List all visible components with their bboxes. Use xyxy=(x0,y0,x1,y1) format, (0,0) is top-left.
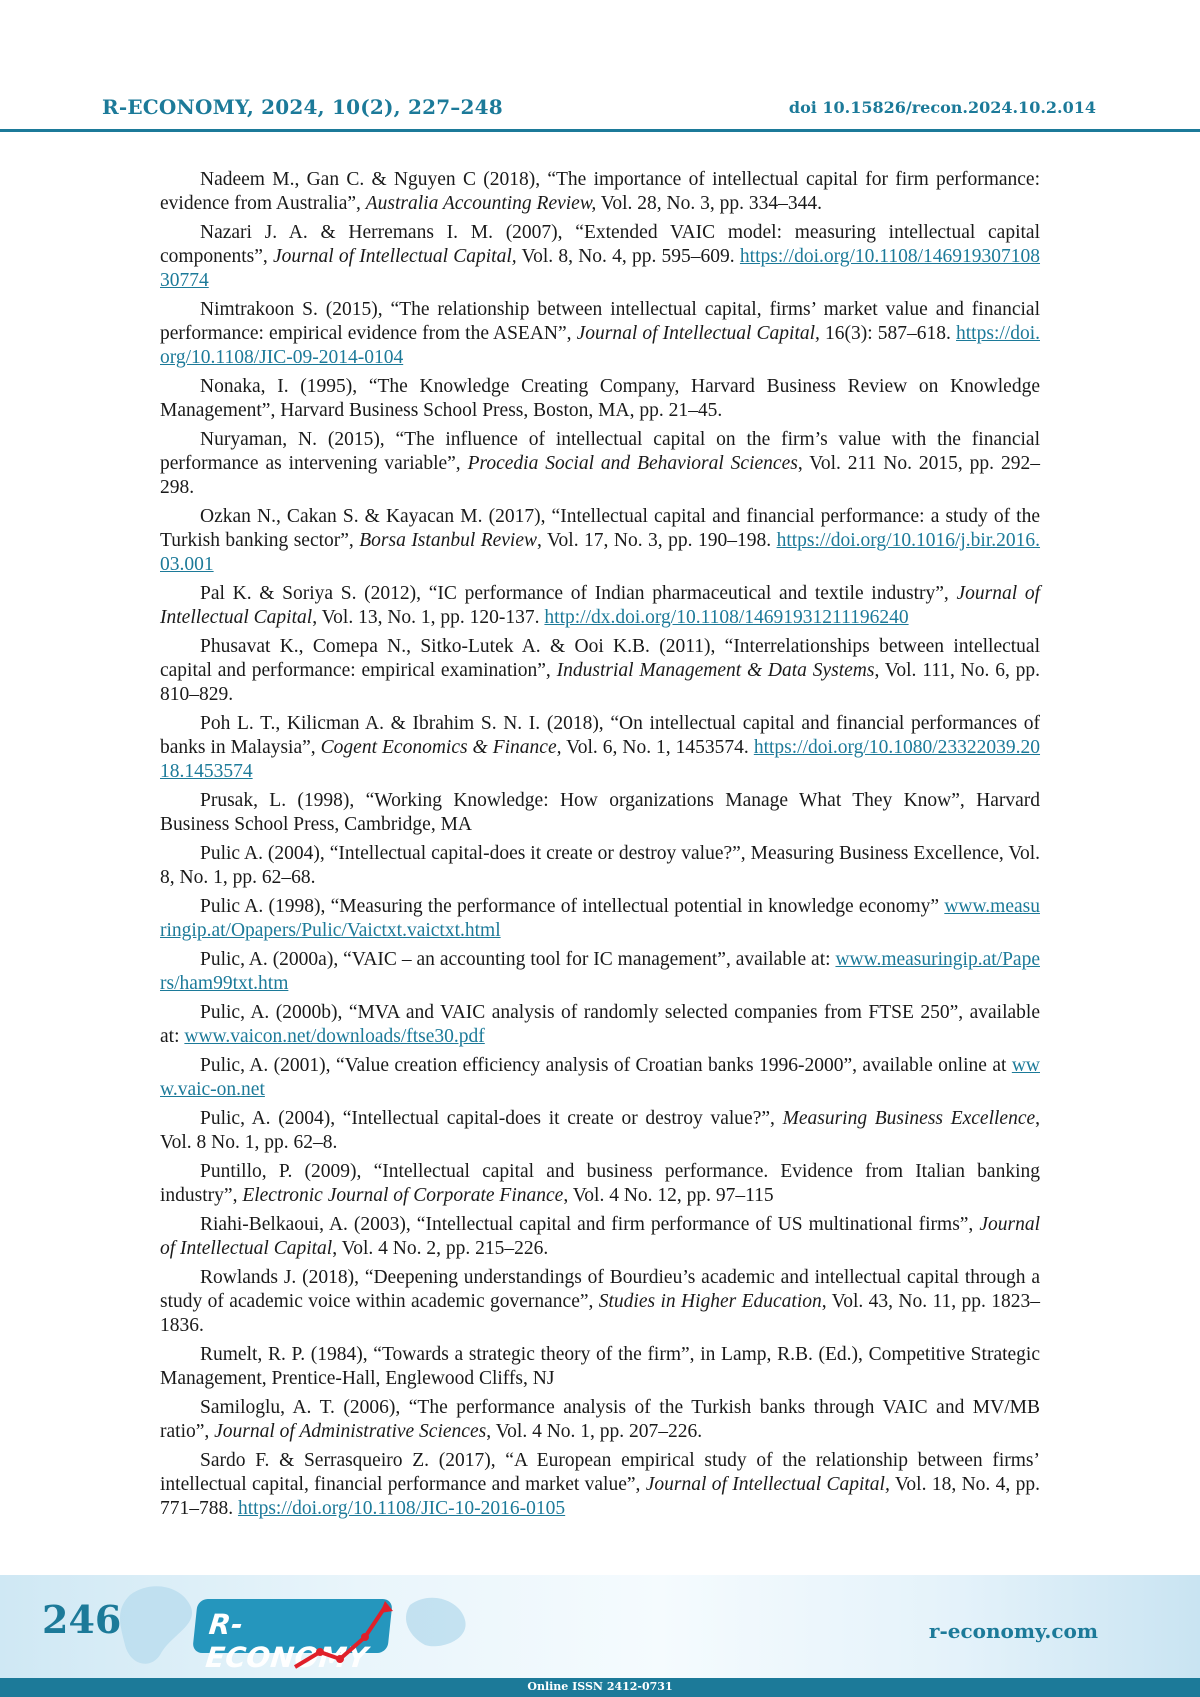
reference-journal: Measuring Business Excellence xyxy=(783,1108,1036,1129)
reference-item xyxy=(160,1160,1040,1208)
journal-citation: R-ECONOMY, 2024, 10(2), 227–248 xyxy=(102,95,503,119)
reference-text: Rumelt, R. P. (1984), “Towards a strategic theory of the firm”, in Lamp, R.B. (Ed.), Competitive Strategic Management, Prentice-Hall, Englewood Cliffs, NJ xyxy=(160,1344,1040,1389)
reference-details: , Vol. 4 No. 2, pp. 215–226. xyxy=(332,1238,548,1259)
page-footer xyxy=(0,1575,1200,1697)
reference-text: Pulic A. (2004), “Intellectual capital-does it create or destroy value?”, Measuring Business Excellence, Vol. 8, No. 1, pp. 62–68. xyxy=(160,843,1040,888)
reference-item xyxy=(160,712,1040,784)
reference-link[interactable]: http://dx.doi.org/10.1108/14691931211196240 xyxy=(544,607,908,628)
reference-details: , Vol. 111, No. 6, pp. 810–829. xyxy=(160,660,1040,705)
reference-journal: Journal of Administrative Sciences xyxy=(214,1421,486,1442)
reference-link[interactable]: www.measuringip.at/Papers/ham99txt.htm xyxy=(160,949,1040,994)
reference-item xyxy=(160,1396,1040,1444)
reference-journal: Studies in Higher Education xyxy=(599,1291,822,1312)
reference-item xyxy=(160,168,1040,216)
reference-details: , Vol. 43, No. 11, pp. 1823–1836. xyxy=(160,1291,1040,1336)
reference-item xyxy=(160,635,1040,707)
reference-text: Pal K. & Soriya S. (2012), “IC performance of Indian pharmaceutical and textile industry”, xyxy=(200,583,956,604)
reference-text: Rowlands J. (2018), “Deepening understandings of Bourdieu’s academic and intellectual capital through a study of academic voice within academic governance”, xyxy=(160,1267,1040,1312)
reference-journal: Borsa Istanbul Review xyxy=(359,530,537,551)
logo-text: R-ECONOMY xyxy=(204,1608,392,1674)
reference-details: Vol. 8, No. 4, pp. 595–609. xyxy=(517,246,740,267)
reference-text: Prusak, L. (1998), “Working Knowledge: How organizations Manage What They Know”, Harvard Business School Press, Cambridge, MA xyxy=(160,790,1040,835)
reference-text: Puntillo, P. (2009), “Intellectual capital and business performance. Evidence from Italian banking industry”, xyxy=(160,1161,1040,1206)
reference-journal: Electronic Journal of Corporate Finance xyxy=(242,1185,563,1206)
reference-text: Nimtrakoon S. (2015), “The relationship between intellectual capital, firms’ market value and financial performance: empirical evidence from the ASEAN”, xyxy=(160,299,1040,344)
reference-journal: Procedia Social and Behavioral Sciences xyxy=(468,453,798,474)
reference-journal: Cogent Economics & Finance, xyxy=(321,737,562,758)
reference-text: Sardo F. & Serrasqueiro Z. (2017), “A European empirical study of the relationship between firms’ intellectual capital, financial performance and market value”, xyxy=(160,1450,1040,1495)
reference-item xyxy=(160,1001,1040,1049)
reference-text: Nazari J. A. & Herremans I. M. (2007), “Extended VAIC model: measuring intellectual capital components”, xyxy=(160,222,1040,267)
reference-item xyxy=(160,895,1040,943)
reference-journal: Journal of Intellectual Capital, xyxy=(273,246,517,267)
reference-details: , Vol. 13, No. 1, pp. 120-137. xyxy=(312,607,544,628)
reference-journal: Journal of Intellectual Capital xyxy=(160,1214,1040,1259)
reference-list xyxy=(160,168,1040,1526)
reference-text: Pulic, A. (2000a), “VAIC – an accounting tool for IC management”, available at: xyxy=(200,949,835,970)
reference-text: Nuryaman, N. (2015), “The influence of intellectual capital on the firm’s value with the financial performance as intervening variable”, xyxy=(160,429,1040,474)
reference-text: Samiloglu, A. T. (2006), “The performance analysis of the Turkish banks through VAIC and MV/MB ratio”, xyxy=(160,1397,1040,1442)
reference-journal: Journal of Intellectual Capital, xyxy=(646,1474,890,1495)
reference-item xyxy=(160,948,1040,996)
reference-details: , Vol. 17, No. 3, pp. 190–198. xyxy=(537,530,777,551)
page-number: 246 xyxy=(42,1597,121,1642)
reference-details: , Vol. 4 No. 1, pp. 207–226. xyxy=(486,1421,702,1442)
reference-text: Pulic, A. (2000b), “MVA and VAIC analysis of randomly selected companies from FTSE 250”, available at: xyxy=(160,1002,1040,1047)
reference-journal: Journal of Intellectual Capital xyxy=(160,583,1040,628)
reference-item xyxy=(160,789,1040,837)
reference-journal: Australia Accounting Review, xyxy=(366,193,597,214)
reference-item xyxy=(160,298,1040,370)
reference-journal: Journal of Intellectual Capital, xyxy=(577,323,820,344)
reference-item xyxy=(160,428,1040,500)
reference-item xyxy=(160,505,1040,577)
reference-details: Vol. 6, No. 1, 1453574. xyxy=(561,737,753,758)
reference-text: Poh L. T., Kilicman A. & Ibrahim S. N. I. (2018), “On intellectual capital and financial performances of banks in Malaysia”, xyxy=(160,713,1040,758)
reference-item xyxy=(160,221,1040,293)
reference-details: , Vol. 8 No. 1, pp. 62–8. xyxy=(160,1108,1040,1153)
reference-item xyxy=(160,1213,1040,1261)
reference-item xyxy=(160,1266,1040,1338)
reference-details: Vol. 18, No. 4, pp. 771–788. xyxy=(160,1474,1040,1519)
reference-link[interactable]: https://doi.org/10.1108/JIC-10-2016-0105 xyxy=(238,1498,565,1519)
reference-details: , Vol. 4 No. 12, pp. 97–115 xyxy=(563,1185,773,1206)
reference-item xyxy=(160,582,1040,630)
page-header xyxy=(0,0,1200,132)
reference-link[interactable]: www.vaic-on.net xyxy=(160,1055,1040,1100)
reference-details: Vol. 28, No. 3, pp. 334–344. xyxy=(596,193,822,214)
reference-item xyxy=(160,1054,1040,1102)
reference-item xyxy=(160,1449,1040,1521)
reference-text: Phusavat K., Comepa N., Sitko-Lutek A. & Ooi K.B. (2011), “Interrelationships between intellectual capital and performance: empirical examination”, xyxy=(160,636,1040,681)
article-doi: doi 10.15826/recon.2024.10.2.014 xyxy=(789,98,1096,117)
reference-details: 16(3): 587–618. xyxy=(820,323,956,344)
reference-link[interactable]: https://doi.org/10.1016/j.bir.2016.03.001 xyxy=(160,530,1040,575)
reference-text: Pulic, A. (2004), “Intellectual capital-does it create or destroy value?”, xyxy=(200,1108,783,1129)
website-link[interactable]: r-economy.com xyxy=(929,1619,1098,1643)
reference-link[interactable]: https://doi.org/10.1108/JIC-09-2014-0104 xyxy=(160,323,1040,368)
header-rule xyxy=(0,129,1200,132)
reference-link[interactable]: https://doi.org/10.1080/23322039.2018.1453574 xyxy=(160,737,1040,782)
reference-link[interactable]: www.measuringip.at/Opapers/Pulic/Vaictxt.vaictxt.html xyxy=(160,896,1040,941)
reference-item xyxy=(160,842,1040,890)
reference-text: Ozkan N., Cakan S. & Kayacan M. (2017), “Intellectual capital and financial performance: a study of the Turkish banking sector”, xyxy=(160,506,1040,551)
reference-item xyxy=(160,1107,1040,1155)
reference-link[interactable]: www.vaicon.net/downloads/ftse30.pdf xyxy=(184,1026,484,1047)
logo-growth-chart-icon xyxy=(290,1597,420,1677)
reference-text: Riahi-Belkaoui, A. (2003), “Intellectual capital and firm performance of US multinational firms”, xyxy=(200,1214,979,1235)
reference-text: Pulic A. (1998), “Measuring the performance of intellectual potential in knowledge economy” xyxy=(200,896,944,917)
issn-label: Online ISSN 2412-0731 xyxy=(0,1680,1200,1693)
reference-link[interactable]: https://doi.org/10.1108/14691930710830774 xyxy=(160,246,1040,291)
reference-details: , Vol. 211 No. 2015, pp. 292–298. xyxy=(160,453,1040,498)
reference-item xyxy=(160,1343,1040,1391)
reference-text: Pulic, A. (2001), “Value creation efficiency analysis of Croatian banks 1996-2000”, available online at xyxy=(200,1055,1012,1076)
reference-text: Nonaka, I. (1995), “The Knowledge Creating Company, Harvard Business Review on Knowledge Management”, Harvard Business School Press, Boston, MA, pp. 21–45. xyxy=(160,376,1040,421)
reference-item xyxy=(160,375,1040,423)
reference-text: Nadeem M., Gan C. & Nguyen C (2018), “The importance of intellectual capital for firm performance: evidence from Australia”, xyxy=(160,169,1040,214)
reference-journal: Industrial Management & Data Systems xyxy=(557,660,875,681)
